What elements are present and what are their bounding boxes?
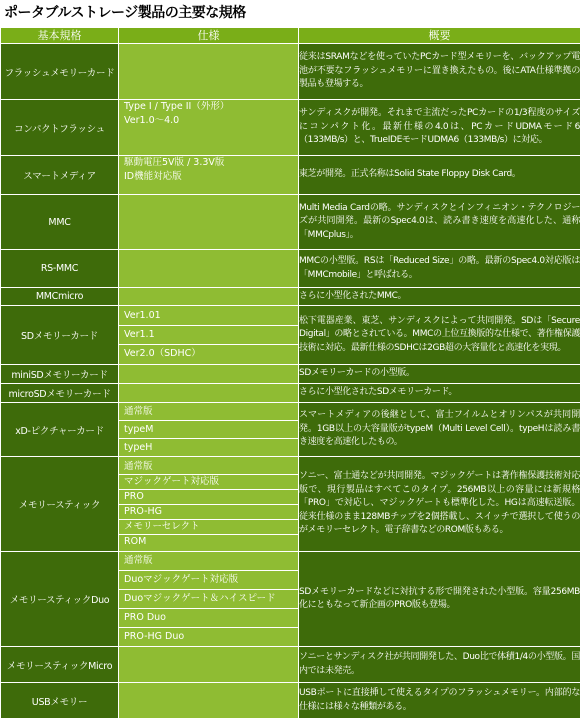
- standard-name: コンパクトフラッシュ: [1, 100, 119, 156]
- table-header-row: [1, 28, 580, 44]
- table-row: [1, 250, 580, 288]
- spec-item: Duoマジックゲート対応版: [119, 570, 298, 589]
- overview-text: ソニー、富士通などが共同開発。マジックゲートは著作権保護技術対応版で、現行製品はすべてこのタイプ。256MB以上の容量には新規格「PRO」で対応し、マジックゲートも標準化した。HGは高速転送版。従来仕様のまま128MBチップを2個搭載し、スイッチで選択して使うのがメモリーセレクト。電子辞書などのROM版もある。: [299, 457, 580, 552]
- spec-item: Ver2.0（SDHC）: [119, 344, 298, 363]
- spec-item: 通常版: [124, 406, 153, 417]
- standard-name: メモリースティック: [1, 457, 119, 552]
- spec-item: 通常版: [124, 555, 153, 566]
- spec-item: 通常版: [124, 460, 153, 472]
- standard-name: xD-ピクチャーカード: [1, 403, 119, 457]
- standard-name: MMC: [1, 195, 119, 250]
- table-row: [1, 403, 580, 457]
- table-row: [1, 100, 580, 156]
- header-specification: 仕様: [119, 28, 299, 44]
- spec-item: ROM: [119, 534, 298, 549]
- overview-text: SDメモリーカードの小型版。: [299, 365, 580, 384]
- spec-item: Ver1.1: [119, 325, 298, 344]
- overview-text: さらに小型化されたSDメモリーカード。: [299, 384, 580, 403]
- overview-text: ソニーとサンディスク社が共同開発した、Duo比で体積1/4の小型版。国内では未発売。: [299, 647, 580, 683]
- spec-table: [0, 27, 580, 719]
- header-basic-standard: 基本規格: [1, 28, 119, 44]
- table-row: [1, 683, 580, 719]
- spec-cell: [119, 288, 299, 306]
- standard-name: SDメモリーカード: [1, 306, 119, 365]
- table-row: [1, 156, 580, 195]
- spec-cell: [119, 552, 299, 647]
- overview-text: USBポートに直接挿して使えるタイプのフラッシュメモリー。内部的な仕様には様々な種類がある。: [299, 683, 580, 719]
- table-row: [1, 195, 580, 250]
- overview-text: Multi Media Cardの略。サンディスクとインフィニオン・テクノロジーズが共同開発。最新のSpec4.0は、読み書き速度を高速化した、通称「MMCplus」。: [299, 195, 580, 250]
- table-row: [1, 552, 580, 647]
- standard-name: フラッシュメモリーカード: [1, 44, 119, 100]
- overview-text: 従来はSRAMなどを使っていたPCカード型メモリーを、バックアップ電池が不要なフラッシュメモリーに置き換えたもの。後にATA仕様準拠の製品も登場する。: [299, 44, 580, 100]
- spec-item: 駆動電圧5V版 / 3.3V版 ID機能対応版: [124, 157, 225, 182]
- table-row: [1, 365, 580, 384]
- overview-text: 東芝が開発。正式名称はSolid State Floppy Disk Card。: [299, 156, 580, 195]
- table-row: [1, 647, 580, 683]
- overview-text: サンディスクが開発。それまで主流だったPCカードの1/3程度のサイズにコンパクト化。最新仕様の4.0は、PCカードUDMAモード6（133MB/s）と、TrueIDEモードUDMA6（133MB/s）に対応。: [299, 100, 580, 156]
- spec-cell: [119, 384, 299, 403]
- spec-item: PRO Duo: [119, 608, 298, 627]
- overview-text: 松下電器産業、東芝、サンディスクによって共同開発。SDは「Secure Digital」の略とされている。MMCの上位互換版的な仕様で、著作権保護技術に対応。最新仕様のSDHCは2GB超の大容量化と高速化を実現。: [299, 306, 580, 365]
- spec-item: PRO-HG Duo: [119, 627, 298, 646]
- standard-name: RS-MMC: [1, 250, 119, 288]
- table-row: [1, 306, 580, 365]
- standard-name: USBメモリー: [1, 683, 119, 719]
- table-row: [1, 457, 580, 552]
- overview-text: MMCの小型版。RSは「Reduced Size」の略。最新のSpec4.0対応版は「MMCmobile」と呼ばれる。: [299, 250, 580, 288]
- spec-cell: [119, 365, 299, 384]
- spec-item: メモリーセレクト: [119, 519, 298, 534]
- standard-name: microSDメモリーカード: [1, 384, 119, 403]
- spec-cell: [119, 457, 299, 552]
- spec-cell: [119, 306, 299, 365]
- spec-item: マジックゲート対応版: [119, 474, 298, 489]
- spec-cell: [119, 156, 299, 195]
- spec-item: PRO-HG: [119, 504, 298, 519]
- spec-cell: [119, 44, 299, 100]
- spec-item: Type I / Type II（外形） Ver1.0〜4.0: [124, 101, 230, 126]
- spec-cell: [119, 100, 299, 156]
- overview-text: さらに小型化されたMMC。: [299, 288, 580, 306]
- spec-cell: [119, 647, 299, 683]
- standard-name: メモリースティックDuo: [1, 552, 119, 647]
- table-row: [1, 288, 580, 306]
- spec-cell: [119, 683, 299, 719]
- spec-cell: [119, 403, 299, 457]
- spec-item: typeH: [119, 438, 298, 456]
- standard-name: メモリースティックMicro: [1, 647, 119, 683]
- table-row: [1, 384, 580, 403]
- overview-text: SDメモリーカードなどに対抗する形で開発された小型版。容量256MB化にともなって新企画のPRO版も登場。: [299, 552, 580, 647]
- spec-cell: [119, 195, 299, 250]
- standard-name: miniSDメモリーカード: [1, 365, 119, 384]
- table-row: [1, 44, 580, 100]
- standard-name: スマートメディア: [1, 156, 119, 195]
- overview-text: スマートメディアの後継として、富士フイルムとオリンパスが共同開発。1GB以上の大容量版がtypeM（Multi Level Cell）。typeHは読み書き速度を高速化したもの。: [299, 403, 580, 457]
- spec-item: Ver1.01: [124, 310, 161, 321]
- spec-item: PRO: [119, 489, 298, 504]
- spec-item: Duoマジックゲート＆ハイスピード: [119, 589, 298, 608]
- header-overview: 概要: [299, 28, 580, 44]
- spec-item: typeM: [119, 420, 298, 438]
- page-title: ポータブルストレージ製品の主要な規格: [4, 5, 246, 21]
- spec-cell: [119, 250, 299, 288]
- standard-name: MMCmicro: [1, 288, 119, 306]
